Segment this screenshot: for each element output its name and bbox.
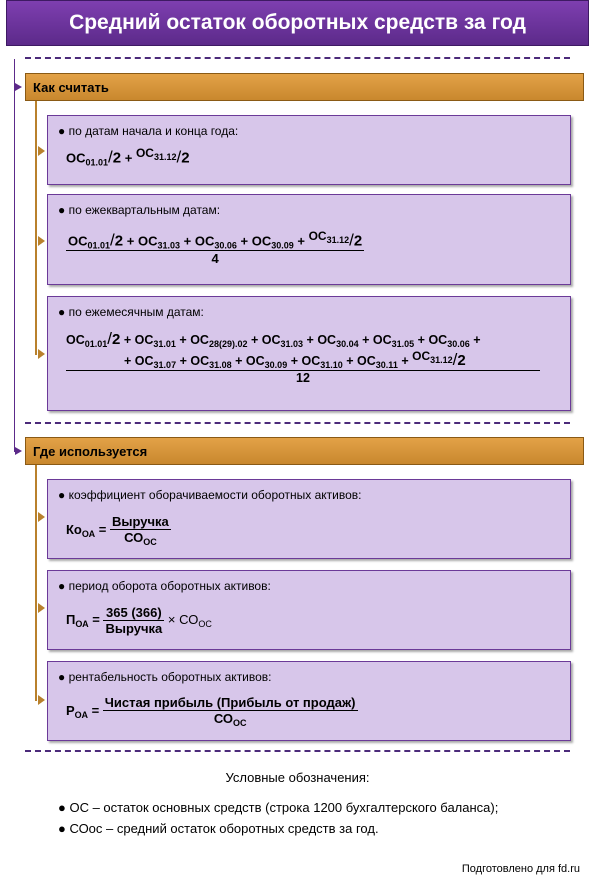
card-caption: ● по датам начала и конца года: [58, 124, 239, 138]
legend-heading: Условные обозначения: [225, 770, 370, 785]
arrow-right-icon [38, 512, 45, 522]
card-caption: ● рентабельность оборотных активов: [58, 670, 272, 684]
connector-line [35, 101, 37, 355]
section-label: Как считать [33, 79, 109, 95]
arrow-right-icon [38, 695, 45, 705]
card-monthly [47, 296, 571, 411]
formula-period: $П_{ОА}$ = $\frac{365 (366)}{\text{Выручка}}$ × $СО_{ОС}$ [66, 605, 212, 636]
arrow-right-icon [38, 603, 45, 613]
formula-monthly: $ОС_{01.01}/2 + ОС_{31.01} + ОС_{28(29).02} + ОС_{31.03} + ОС_{30.04} + ОС_{31.05} + ОС_{30.06}$ + + $ОС_{31.07} + ОС_{31.08} + ОС_{30.09} + ОС_{31.10} + ОС_{30.11} + ^{ОС_{31.12}}/2$ 12 [66, 329, 540, 385]
arrow-right-icon [38, 236, 45, 246]
section-how-to-calculate [25, 73, 584, 101]
formula-yearly: $ОС_{01.01}/2 + ^{ОС_{31.12}}/2$ [66, 146, 190, 168]
card-yearly [47, 115, 571, 185]
formula-quarterly: $ОС_{01.01}/2 + ОС_{31.03} + ОС_{30.06} + ОС_{30.09} + ^{ОС_{31.12}}/2$ 4 [68, 229, 363, 267]
connector-line [35, 465, 37, 701]
connector-line [14, 59, 15, 452]
card-profitability [47, 661, 571, 741]
formula-profitability: $Р_{ОА}$ = $\frac{\text{Чистая прибыль (Прибыль от продаж)}}{СО_{ОС}}$ [66, 695, 356, 728]
formula-turnover: $Ко_{ОА}$ = $\frac{\text{Выручка}}{СО_{ОС}}$ [66, 514, 169, 547]
card-caption: ● по ежеквартальным датам: [58, 203, 221, 217]
card-caption: ● по ежемесячным датам: [58, 305, 204, 319]
legend-item: ● ОС – остаток основных средств (строка 1200 бухгалтерского баланса); [58, 800, 499, 815]
card-turnover-ratio [47, 479, 571, 559]
arrow-right-icon [15, 83, 22, 91]
divider [25, 57, 570, 59]
divider [25, 750, 570, 752]
card-quarterly [47, 194, 571, 285]
card-caption: ● коэффициент оборачиваемости оборотных активов: [58, 488, 362, 502]
card-turnover-period [47, 570, 571, 650]
legend-item: ● СОос – средний остаток оборотных средств за год. [58, 821, 379, 836]
footer-credit: Подготовлено для fd.ru [461, 863, 580, 875]
section-where-used [25, 437, 584, 465]
section-label: Где используется [33, 443, 148, 459]
card-caption: ● период оборота оборотных активов: [58, 579, 271, 593]
page-title: Средний остаток оборотных средств за год [6, 0, 589, 46]
arrow-right-icon [38, 349, 45, 359]
divider [25, 422, 570, 424]
arrow-right-icon [15, 447, 22, 455]
arrow-right-icon [38, 146, 45, 156]
